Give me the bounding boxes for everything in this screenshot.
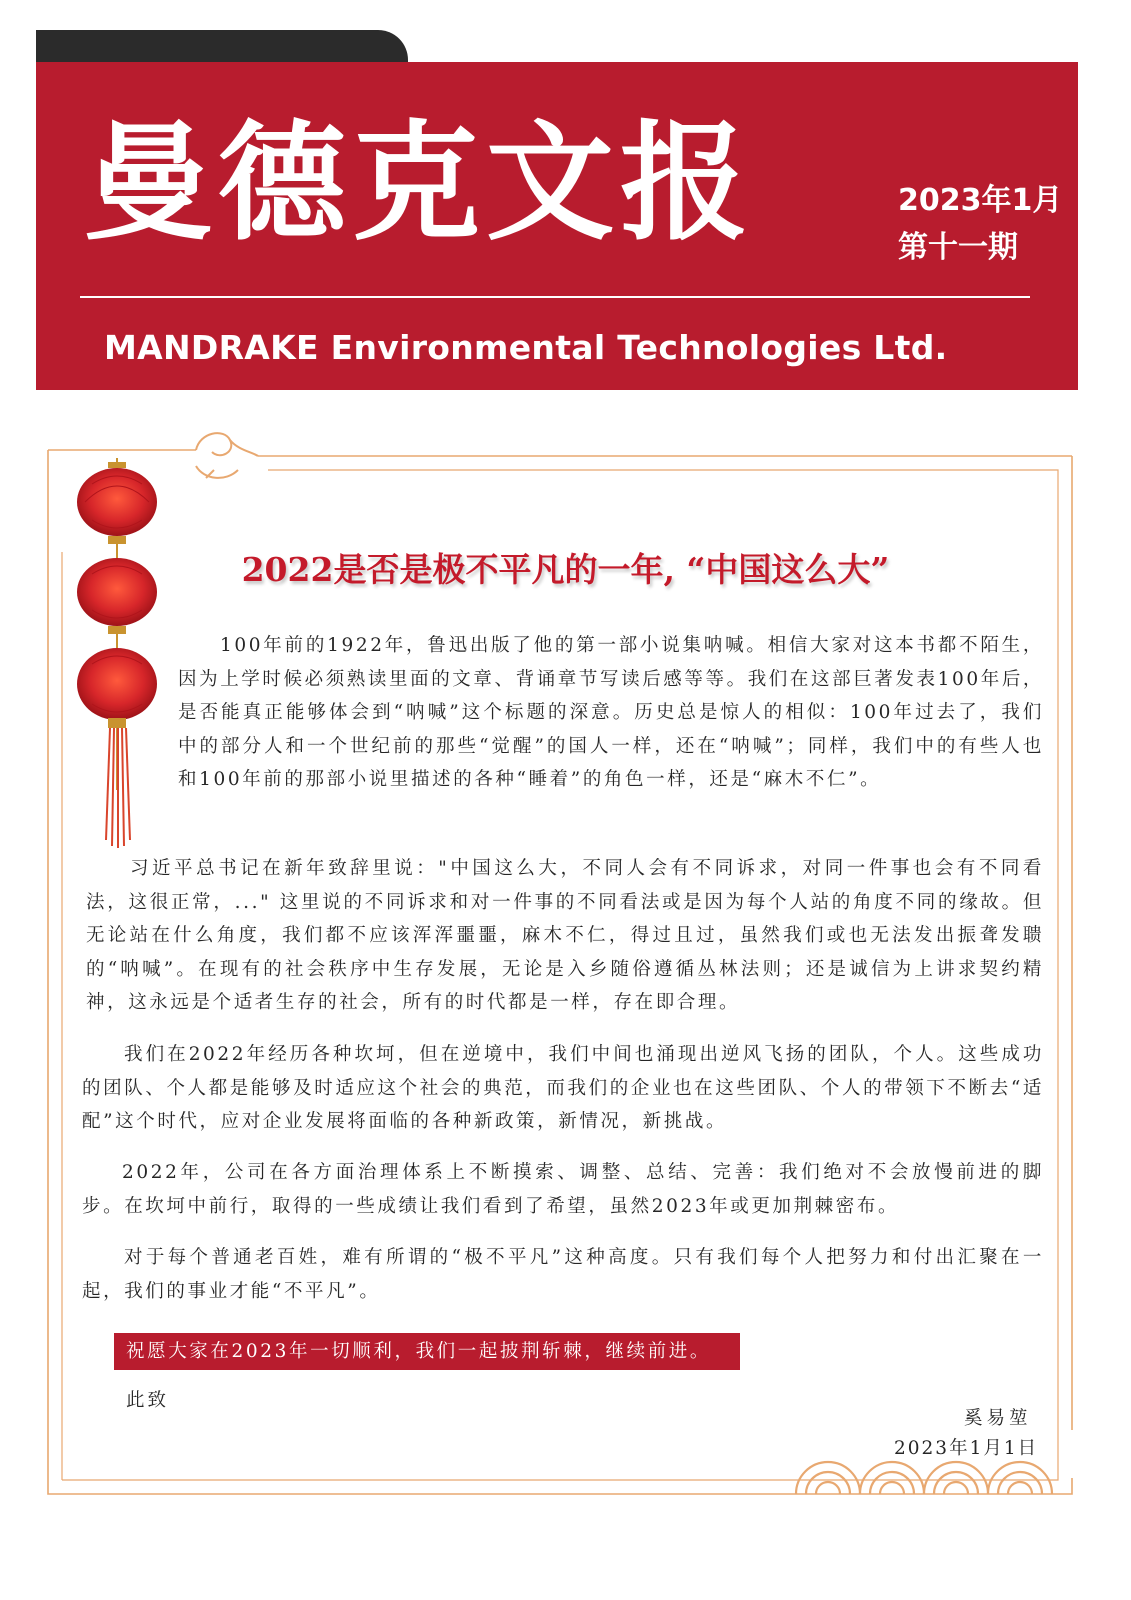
article-title: 2022是否是极不平凡的一年, “中国这么大” (241, 550, 890, 589)
masthead-title: 曼德克文报 (84, 109, 755, 258)
signature-date: 2023年1月1日 (894, 1438, 1039, 1459)
closing-salutation: 此致 (126, 1390, 170, 1411)
issue-date: 2023年1月 (898, 183, 1063, 218)
author-signature: 奚易堃 (964, 1408, 1032, 1429)
wish-banner: 祝愿大家在2023年一切顺利，我们一起披荆斩棘，继续前进。 (114, 1333, 740, 1370)
article-paragraph: 我们在2022年经历各种坎坷，但在逆境中，我们中间也涌现出逆风飞扬的团队，个人。这些成功的团队、个人都是能够及时适应这个社会的典范，而我们的企业也在这些团队、个人的带领下不断去“适配”这个时代，应对企业发展将面临的各种新政策，新情况，新挑战。 (82, 1044, 1044, 1133)
gold-scroll-icon (196, 433, 258, 478)
article-paragraph: 习近平总书记在新年致辞里说："中国这么大，不同人会有不同诉求，对同一件事也会有不同看法，这很正常，..." 这里说的不同诉求和对一件事的不同看法或是因为每个人站的角度不同的缘故。但无论站在什么角度，我们都不应该浑浑噩噩，麻木不仁，得过且过，虽然我们或也无法发出振聋发聩的“呐喊”。在现有的社会秩序中生存发展，无论是入乡随俗遵循丛林法则；还是诚信为上讲求契约精神，这永远是个适者生存的社会，所有的时代都是一样，存在即合理。 (86, 858, 1044, 1014)
article-paragraph: 100年前的1922年，鲁迅出版了他的第一部小说集呐喊。相信大家对这本书都不陌生，因为上学时候必须熟读里面的文章、背诵章节写读后感等等。我们在这部巨著发表100年后，是否能真正能够体会到“呐喊”这个标题的深意。历史总是惊人的相似：100年过去了，我们中的部分人和一个世纪前的那些“觉醒”的国人一样，还在“呐喊”；同样，我们中的有些人也和100年前的那部小说里描述的各种“睡着”的角色一样，还是“麻木不仁”。 (178, 635, 1045, 791)
article-paragraph: 对于每个普通老百姓，难有所谓的“极不平凡”这种高度。只有我们每个人把努力和付出汇聚在一起，我们的事业才能“不平凡”。 (82, 1247, 1044, 1302)
gold-arch-wave-icon (796, 1462, 1052, 1494)
red-lantern-icon (77, 458, 157, 848)
issue-number: 第十一期 (898, 230, 1018, 265)
article-paragraph: 2022年，公司在各方面治理体系上不断摸索、调整、总结、完善：我们绝对不会放慢前进的脚步。在坎坷中前行，取得的一些成绩让我们看到了希望，虽然2023年或更加荆棘密布。 (82, 1162, 1044, 1217)
company-name: MANDRAKE Environmental Technologies Ltd. (104, 328, 948, 367)
